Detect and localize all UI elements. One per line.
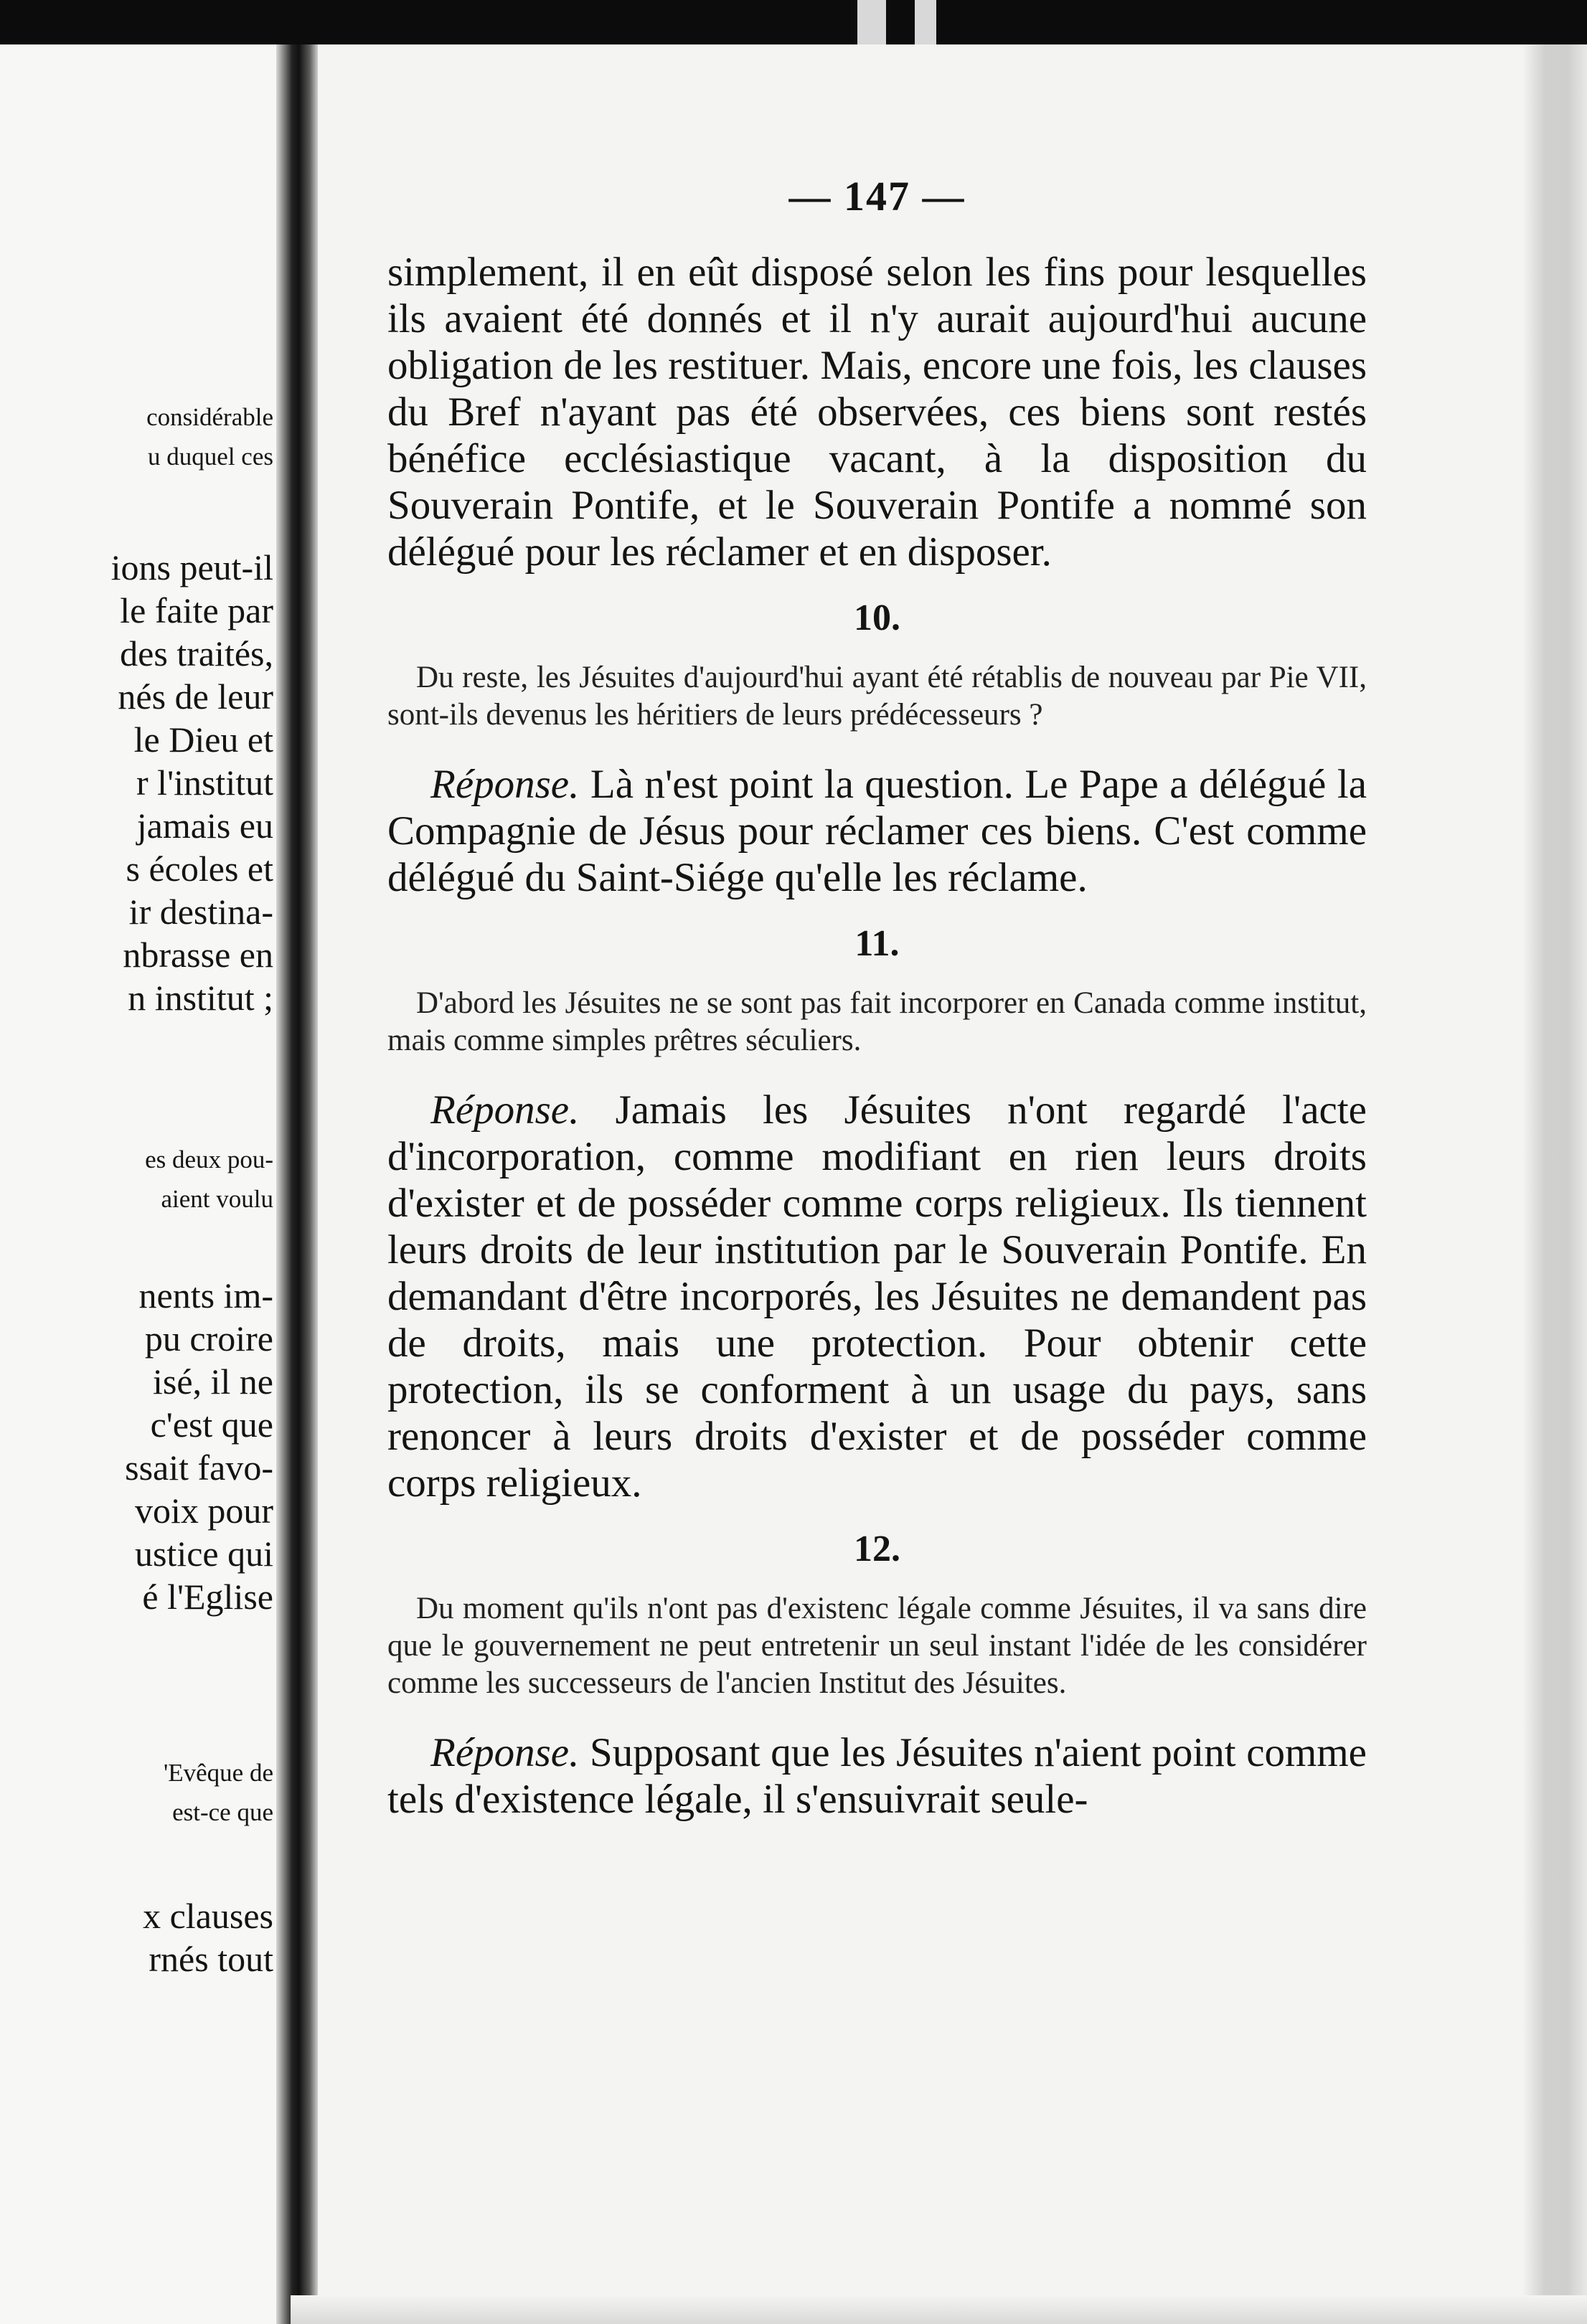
reply-paragraph: [387, 1087, 1367, 1506]
left-line: voix pour: [134, 1491, 273, 1531]
book-gutter: [276, 44, 318, 2324]
section-10: [387, 597, 1367, 901]
left-line: c'est que: [150, 1404, 273, 1445]
left-line: le Dieu et: [133, 719, 273, 760]
left-line: jamais eu: [136, 806, 273, 846]
left-line: rnés tout: [149, 1939, 273, 1979]
left-line: est-ce que: [172, 1798, 273, 1826]
left-line: isé, il ne: [152, 1361, 273, 1402]
left-line: x clauses: [143, 1896, 273, 1936]
page-right-edge: [1522, 44, 1587, 2324]
left-line: des traités,: [120, 633, 273, 674]
reply-label: Réponse.: [430, 1730, 580, 1775]
scan-artifact: [915, 0, 936, 44]
left-line: é l'Eglise: [142, 1577, 273, 1617]
left-line: aient voulu: [161, 1185, 273, 1213]
left-line: ir destina-: [128, 892, 273, 932]
reply-label: Réponse.: [430, 1087, 580, 1133]
reply-text: Là n'est point la question. Le Pape a délégué la Compagnie de Jésus pour réclamer ces biens. C'est comme délégué du Saint-Siége qu'elle les réclame.: [387, 762, 1367, 900]
main-page: [387, 172, 1367, 1823]
left-line: s écoles et: [126, 849, 273, 889]
left-line: considérable: [146, 403, 273, 431]
reply-paragraph: [387, 1729, 1367, 1823]
section-number: 12.: [854, 1529, 900, 1569]
section-number: 10.: [854, 597, 900, 638]
reply-label: Réponse.: [430, 762, 580, 807]
left-line: u duquel ces: [148, 443, 273, 471]
objection-text: Du reste, les Jésuites d'aujourd'hui ayant été rétablis de nouveau par Pie VII, sont-ils devenus les héritiers de leurs prédécesseurs ?: [387, 661, 1367, 732]
left-line: nés de leur: [118, 676, 273, 717]
intro-paragraph: simplement, il en eût disposé selon les fins pour lesquelles ils avaient été donnés et il n'y aurait aujourd'hui aucune obligation de les restituer. Mais, encore une fois, les clauses du Bref n'ayant pas été observées, ces biens sont restés bénéfice ecclésiastique vacant, à la disposition du Souverain Pontife, et le Souverain Pontife a nommé son délégué pour les réclamer et en disposer.: [387, 250, 1367, 575]
objection-text: Du moment qu'ils n'ont pas d'existenc légale comme Jésuites, il va sans dire que le gouvernement ne peut entretenir un seul instant l'idée de les considérer comme les successeurs de l'ancien Institut des Jésuites.: [387, 1592, 1367, 1700]
left-line: nbrasse en: [123, 935, 273, 975]
scan-artifact: [857, 0, 886, 44]
page-number: — 147 —: [788, 173, 966, 219]
left-line: n institut ;: [128, 978, 273, 1018]
left-line: ions peut-il: [110, 547, 273, 587]
reply-text: Supposant que les Jésuites n'aient point comme tels d'existence légale, il s'ensuivrait seule-: [387, 1730, 1367, 1822]
left-line: ssait favo-: [125, 1447, 273, 1488]
left-page-fragment: [0, 44, 291, 2324]
section-12: [387, 1528, 1367, 1823]
objection-text: D'abord les Jésuites ne se sont pas fait incorporer en Canada comme institut, mais comme simples prêtres séculiers.: [387, 986, 1367, 1057]
scan-top-border: [0, 0, 1587, 44]
section-11: [387, 922, 1367, 1506]
section-number: 11.: [854, 923, 900, 964]
left-line: r l'institut: [136, 762, 273, 803]
reply-paragraph: [387, 761, 1367, 901]
reply-text: Jamais les Jésuites n'ont regardé l'acte d'incorporation, comme modifiant en rien leurs droits d'exister et de posséder comme corps religieux. Ils tiennent leurs droits de leur institution par le Souverain Pontife. En demandant d'être incorporés, les Jésuites ne demandent pas de droits, mais une protection. Pour obtenir cette protection, ils se conforment à un usage du pays, sans renoncer à leurs droits d'exister et de posséder comme corps religieux.: [387, 1087, 1367, 1506]
left-line: es deux pou-: [145, 1146, 273, 1173]
page-bottom-edge: [291, 2295, 1587, 2324]
left-line: nents im-: [138, 1275, 273, 1315]
left-line: 'Evêque de: [163, 1759, 273, 1787]
left-line: pu croire: [144, 1318, 273, 1359]
left-line: le faite par: [120, 590, 273, 630]
left-line: ustice qui: [134, 1534, 273, 1574]
